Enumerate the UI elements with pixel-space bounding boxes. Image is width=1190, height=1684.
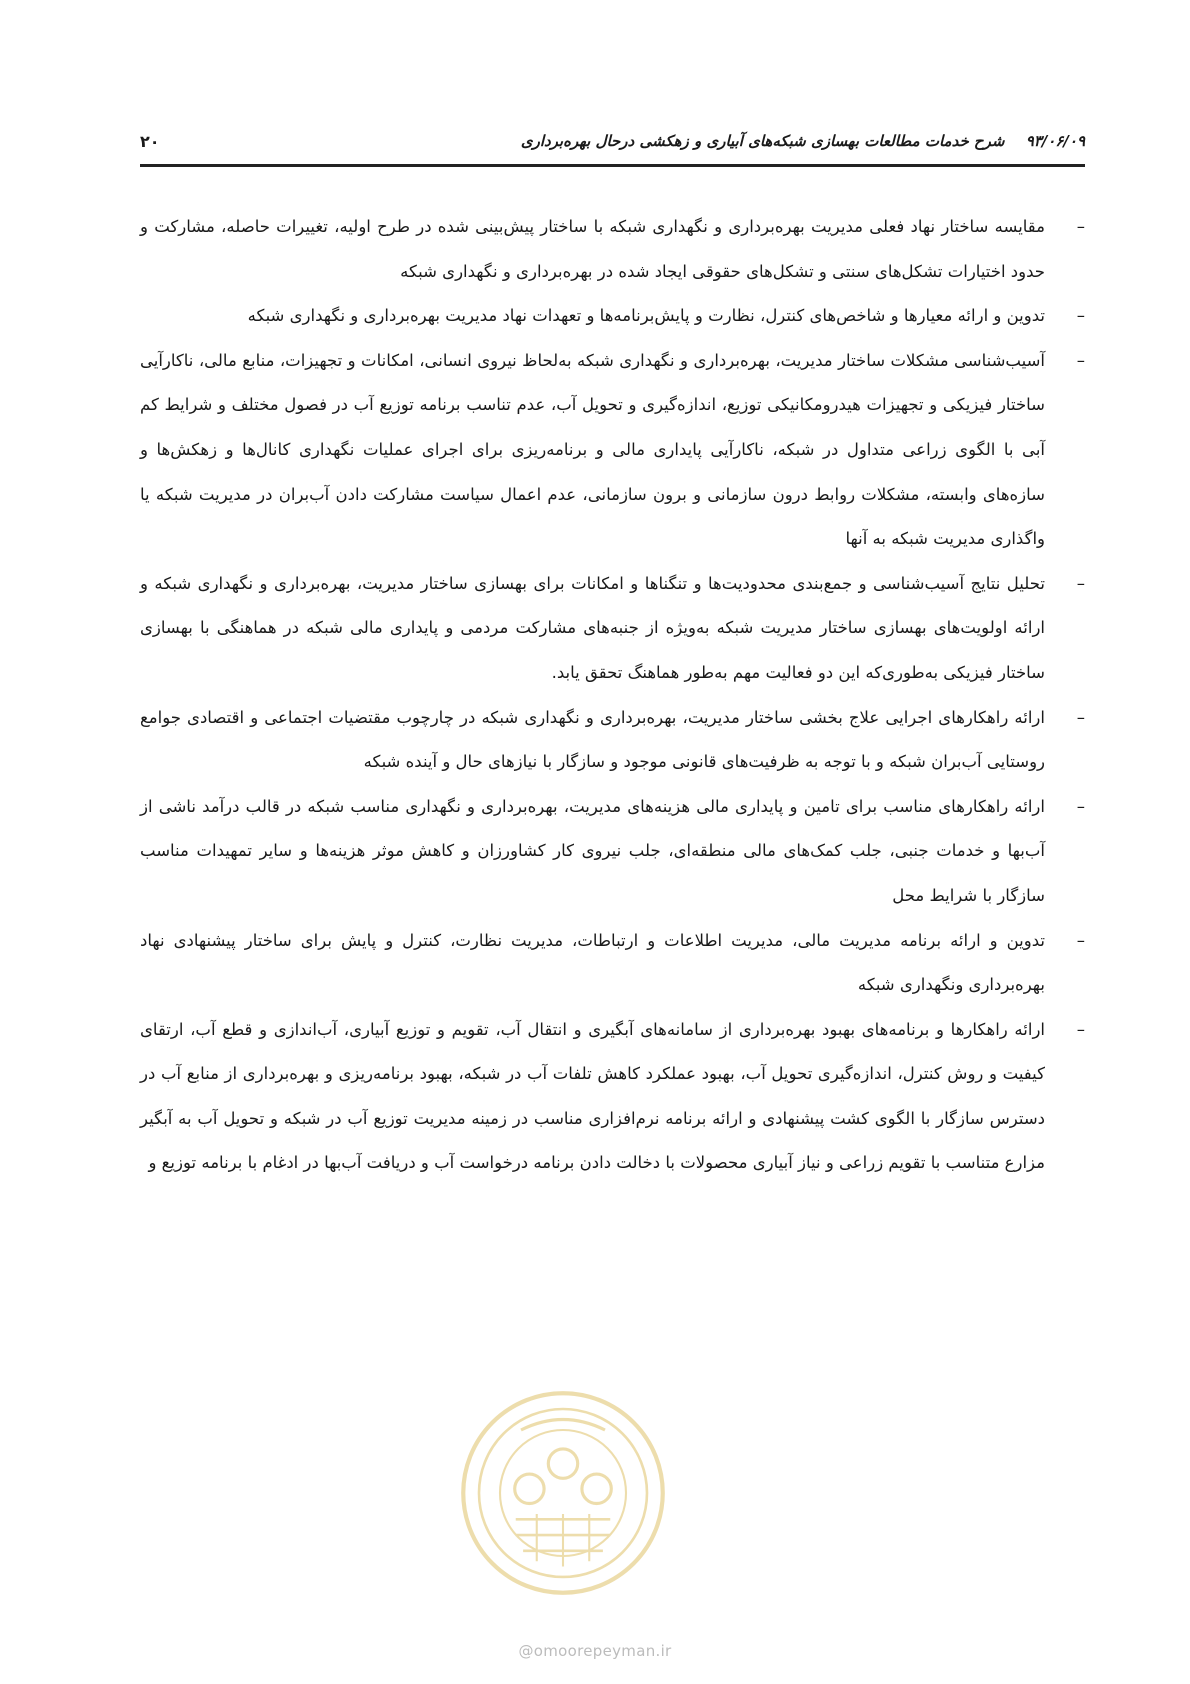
bullet-text: تدوین و ارائه برنامه مدیریت مالی، مدیریت اطلاعات و ارتباطات، مدیریت نظارت، کنترل و پایش برای ساختار پیشنهادی نهاد بهره‌برداری ونگهداری شبکه (140, 930, 1045, 995)
bullet-dash: – (1076, 306, 1085, 326)
bullet-item (140, 294, 1085, 339)
bullet-text: ارائه راهکارهای اجرایی علاج بخشی ساختار مدیریت، بهره‌برداری و نگهداری شبکه در چارچوب مقتضیات اجتماعی و اقتصادی جوامع روستایی آب‌بران شبکه و با توجه به ظرفیت‌های قانونی موجود و سازگار با نیازهای حال و آینده شبکه (140, 707, 1045, 772)
bullet-dash: – (1076, 930, 1085, 950)
document-body (140, 205, 1085, 1186)
bullet-item (140, 1008, 1085, 1186)
bullet-dash: – (1076, 707, 1085, 727)
header-date: ۹۳/۰۶/۰۹ (1025, 132, 1085, 150)
bullet-dash: – (1076, 217, 1085, 236)
bullet-text: ارائه راهکارهای مناسب برای تامین و پایداری مالی هزینه‌های مدیریت، بهره‌برداری و نگهداری مناسب شبکه در قالب درآمد ناشی از آب‌بها و خدمات جنبی، جلب کمک‌های مالی منطقه‌ای، جلب نیروی کار کشاورزان و کاهش موثر هزینه‌ها و سایر تمهیدات مناسب سازگار با شرایط محل (140, 796, 1045, 905)
bullet-item (140, 696, 1085, 785)
bullet-text: مقایسه ساختار نهاد فعلی مدیریت بهره‌برداری و نگهداری شبکه با ساختار پیش‌بینی شده در طرح اولیه، تغییرات حاصله، مشارکت و حدود اختیارات تشکل‌های سنتی و تشکل‌های حقوقی ایجاد شده در بهره‌برداری و نگهداری شبکه (140, 217, 1045, 281)
bullet-item (140, 785, 1085, 919)
page-header (140, 128, 1085, 167)
watermark-url: @omoorepeyman.ir (518, 1642, 672, 1660)
bullet-dash: – (1076, 1019, 1085, 1039)
header-title-line (521, 132, 1085, 150)
bullet-list (140, 205, 1085, 1186)
bullet-dash: – (1076, 573, 1085, 593)
page-number: ۲۰ (140, 132, 160, 151)
bullet-dash: – (1076, 796, 1085, 816)
bullet-dash: – (1076, 350, 1085, 370)
bullet-item (140, 562, 1085, 696)
bullet-text: ارائه راهکارها و برنامه‌های بهبود بهره‌برداری از سامانه‌های آبگیری و انتقال آب، تقویم و توزیع آبیاری، آب‌اندازی و قطع آب، ارتقای کیفیت و روش کنترل، اندازه‌گیری تحویل آب، بهبود عملکرد کاهش تلفات آب در شبکه، بهبود برنامه‌ریزی و بهره‌برداری از منابع آب در دسترس سازگار با الگوی کشت پیشنهادی و ارائه برنامه نرم‌افزاری مناسب در زمینه مدیریت توزیع آب در شبکه و تحویل آب به آبگیر مزارع متناسب با تقویم زراعی و نیاز آبیاری محصولات با دخالت دادن برنامه درخواست آب و دریافت آب‌بها در ادغام با برنامه توزیع و (140, 1019, 1045, 1173)
bullet-item (140, 205, 1085, 294)
bullet-text: آسیب‌شناسی مشکلات ساختار مدیریت، بهره‌برداری و نگهداری شبکه به‌لحاظ نیروی انسانی، امکانات و تجهیزات، منابع مالی، ناکارآیی ساختار فیزیکی و تجهیزات هیدرومکانیکی توزیع، اندازه‌گیری و تحویل آب، عدم تناسب برنامه توزیع آب در فصول مختلف و شرایط کم آبی با الگوی زراعی متداول در شبکه، ناکارآیی پایداری مالی و برنامه‌ریزی برای اجرای عملیات نگهداری کانال‌ها و زهکش‌ها و سازه‌های وابسته، مشکلات روابط درون سازمانی و برون سازمانی، عدم اعمال سیاست مشارکت دادن آب‌بران در مدیریت شبکه یا واگذاری مدیریت شبکه به آنها (140, 350, 1045, 549)
bullet-item (140, 339, 1085, 562)
bullet-text: تدوین و ارائه معیارها و شاخص‌های کنترل، نظارت و پایش‌برنامه‌ها و تعهدات نهاد مدیریت بهره‌برداری و نگهداری شبکه (247, 306, 1045, 326)
bullet-item (140, 919, 1085, 1008)
header-title: شرح خدمات مطالعات بهسازی شبکه‌های آبیاری و زهکشی درحال بهره‌برداری (520, 132, 1005, 150)
seal-watermark (458, 1388, 668, 1598)
bullet-text: تحلیل نتایج آسیب‌شناسی و جمع‌بندی محدودیت‌ها و تنگناها و امکانات برای بهسازی ساختار مدیریت، بهره‌برداری و نگهداری شبکه و ارائه اولویت‌های بهسازی ساختار مدیریت شبکه به‌ویژه از جنبه‌های مشارکت مردمی و پایداری مالی شبکه در هماهنگی با بهسازی ساختار فیزیکی به‌طوری‌که این دو فعالیت مهم به‌طور هماهنگ تحقق یابد. (140, 573, 1045, 682)
